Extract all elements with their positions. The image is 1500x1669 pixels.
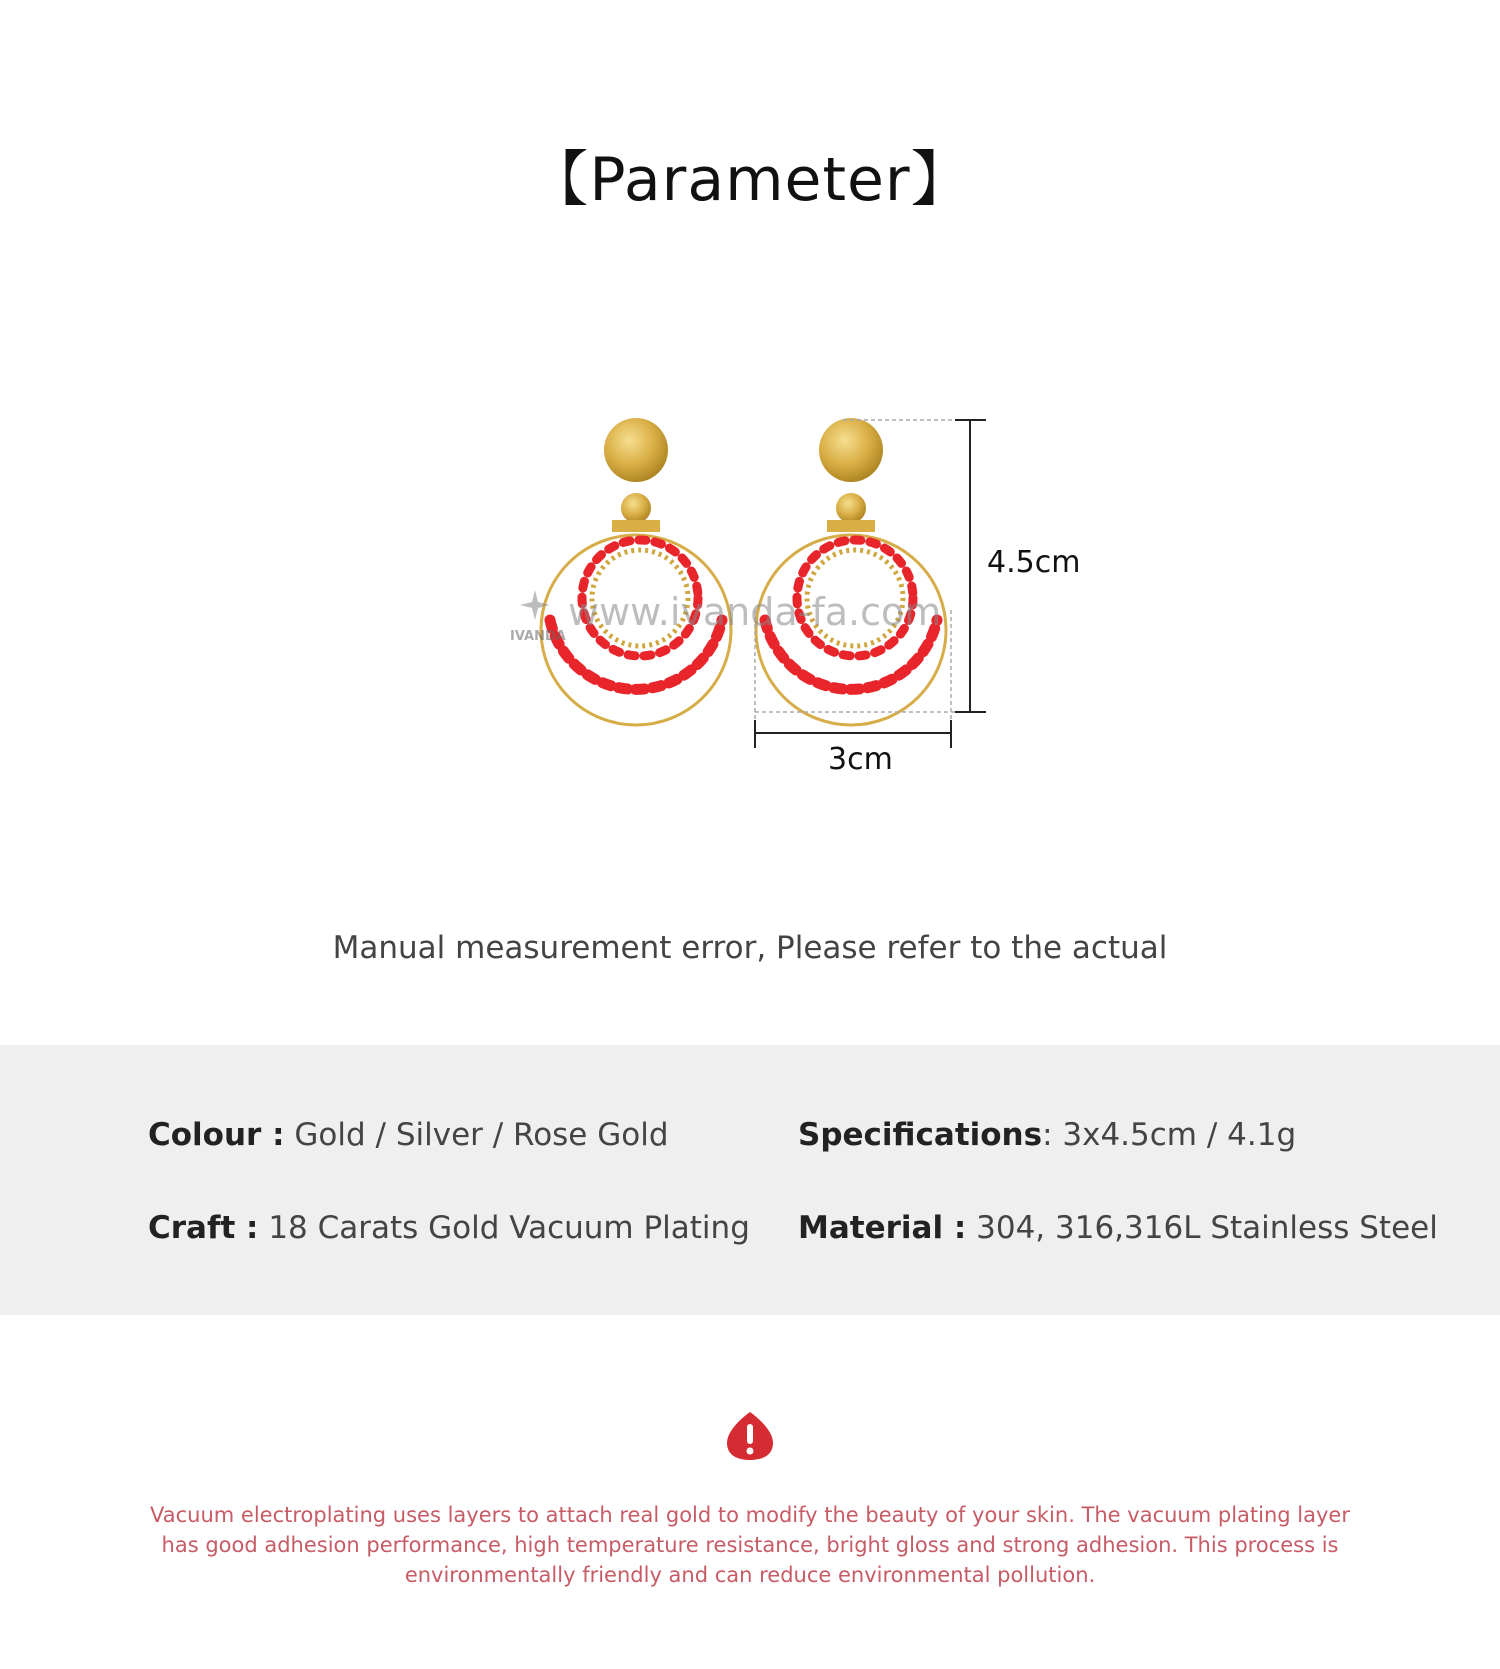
product-figure	[0, 390, 1500, 810]
spec-colour	[148, 1117, 669, 1153]
bar-left	[612, 520, 660, 532]
page-title: 【Parameter】	[528, 145, 972, 215]
spec-material-value: 304, 316,316L Stainless Steel	[976, 1210, 1438, 1246]
spec-material	[798, 1210, 1438, 1246]
spec-colour-label: Colour :	[148, 1117, 285, 1153]
spec-specifications-label: Specifications	[798, 1117, 1043, 1153]
connector-left	[621, 493, 651, 523]
stud-disc-left	[604, 418, 668, 482]
stud-disc-right	[819, 418, 883, 482]
bar-right	[827, 520, 875, 532]
height-label: 4.5cm	[987, 545, 1081, 580]
spec-specifications-value: : 3x4.5cm / 4.1g	[1042, 1117, 1297, 1153]
spec-specifications	[798, 1117, 1296, 1153]
spec-craft-value: 18 Carats Gold Vacuum Plating	[268, 1210, 750, 1246]
watermark-star-icon	[520, 590, 550, 620]
spec-band	[0, 1045, 1500, 1315]
warning-icon	[725, 1410, 775, 1462]
measurement-note: Manual measurement error, Please refer to the actual	[332, 930, 1168, 966]
earring-right	[756, 418, 946, 725]
watermark	[510, 590, 941, 644]
earring-left	[541, 418, 731, 725]
spec-craft	[148, 1210, 750, 1246]
watermark-url: www.ivanda-fa.com	[568, 590, 942, 634]
width-label: 3cm	[828, 742, 893, 777]
spec-craft-label: Craft :	[148, 1210, 259, 1246]
spec-colour-value: Gold / Silver / Rose Gold	[294, 1117, 669, 1153]
warning-text: Vacuum electroplating uses layers to attach real gold to modify the beauty of your skin. The vacuum plating layer has good adhesion performance, high temperature resistance, bright gloss and strong adhesion. This process is environmentally friendly and can reduce environmental pollution.	[150, 1503, 1350, 1587]
earrings-illustration	[0, 390, 1500, 810]
connector-right	[836, 493, 866, 523]
watermark-brand: IVANDA	[510, 629, 566, 644]
spec-material-label: Material :	[798, 1210, 967, 1246]
